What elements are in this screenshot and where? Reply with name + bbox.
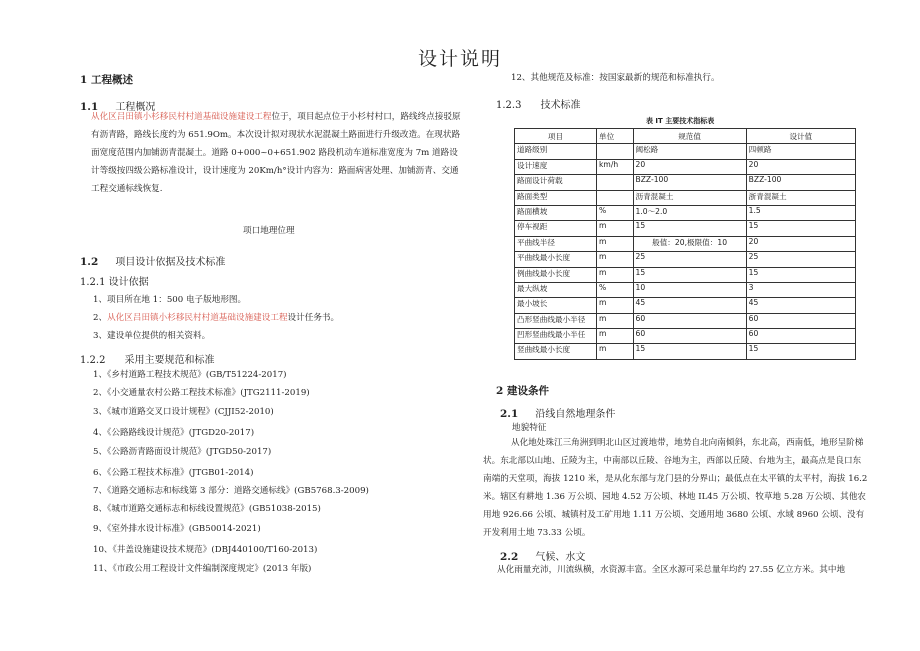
table-cell: m bbox=[597, 344, 633, 359]
basis-item-2 bbox=[93, 311, 339, 323]
table-cell: m bbox=[597, 221, 633, 236]
basis-item-2-number: 2、 bbox=[93, 313, 108, 323]
table-cell: 60 bbox=[746, 329, 855, 344]
table-cell: 浙青混凝土 bbox=[746, 190, 855, 205]
table-cell: 10 bbox=[633, 282, 746, 297]
section-1-2-2-title: 采用主要规范和标准 bbox=[124, 355, 215, 366]
table-cell: 平曲线半径 bbox=[515, 236, 597, 251]
table-cell: 15 bbox=[633, 344, 746, 359]
standard-item-5: 5、《公路沥青路面设计规范》(JTGD50-2017) bbox=[93, 447, 272, 457]
table-cell: 沥青混凝土 bbox=[633, 190, 746, 205]
section-1-2-title: 项目设计依据及技术标准 bbox=[115, 257, 226, 268]
section-1-2-3-heading bbox=[496, 93, 581, 112]
table-cell: 最大纵坡 bbox=[515, 282, 597, 297]
section-1-1-number: 1.1 bbox=[80, 101, 99, 113]
table-cell: 设计速度 bbox=[515, 159, 597, 174]
table-cell: 3 bbox=[746, 282, 855, 297]
table-cell: 例曲线最小长度 bbox=[515, 267, 597, 282]
standard-item-9: 9、《室外排水设计标准》(GB50014-2021) bbox=[93, 524, 261, 534]
table-cell: 20 bbox=[633, 159, 746, 174]
terrain-paragraph: 从化地处珠江三角洲到明北山区过渡地带，地势自北向南倾斜，东北高，西南低，地形呈阶梯状。东北部以山地、丘陵为主，中南部以丘陵、谷地为主，西部以丘陵、台地为主，最高点是良口东南端的天堂项，海拔 1210 米，是从化东部与龙门县的分界山；最低点在太平镇的太平村，海拔 16.2 米。辖区有耕地 1.36 万公顷、园地 4.52 万公顷、林地 IL45 万公顷、牧草地 5.28 万公顷、其他农用地 926.66 公顷、城镇村及工矿用地 1.11 万公顷、交通用地 3680 公顷、水域 8960 公顷、没有开发利用土地 73.33 公顷。 bbox=[483, 438, 868, 538]
table-cell: 路面设计荷载 bbox=[515, 175, 597, 190]
table-header-cell: 单位 bbox=[597, 129, 633, 144]
table-cell: 45 bbox=[746, 298, 855, 313]
table-row bbox=[515, 313, 856, 328]
table-cell: 竖曲线最小长度 bbox=[515, 344, 597, 359]
table-cell: % bbox=[597, 282, 633, 297]
table-cell: 15 bbox=[633, 267, 746, 282]
table-header-cell: 项目 bbox=[515, 129, 597, 144]
table-cell: m bbox=[597, 329, 633, 344]
table-row bbox=[515, 298, 856, 313]
project-overview-paragraph bbox=[91, 108, 466, 198]
table-cell: BZZ-100 bbox=[633, 175, 746, 190]
table-cell: 最小坡长 bbox=[515, 298, 597, 313]
section-2-2-title: 气候、水文 bbox=[535, 552, 586, 563]
table-cell: 1.0～2.0 bbox=[633, 205, 746, 220]
table-cell: 路面横坡 bbox=[515, 205, 597, 220]
standard-item-7: 7、《道路交通标志和标线第 3 部分：道路交通标线》(GB5768.3-2009) bbox=[93, 486, 369, 496]
table-header-cell: 规范值 bbox=[633, 129, 746, 144]
map-caption: 项口地理位理 bbox=[243, 226, 295, 236]
table-cell: 15 bbox=[746, 221, 855, 236]
table-cell: m bbox=[597, 313, 633, 328]
table-caption: 表 IT 主要技术指标表 bbox=[646, 117, 715, 125]
standard-item-2: 2、《小交通量农村公路工程技术标准》(JTG2111-2019) bbox=[93, 388, 310, 398]
table-cell bbox=[597, 175, 633, 190]
table-row bbox=[515, 329, 856, 344]
section-1-2-2-number: 1.2.2 bbox=[80, 355, 106, 366]
section-1-2-heading bbox=[80, 250, 225, 269]
table-cell: 阈松路 bbox=[633, 144, 746, 159]
section-1-2-3-number: 1.2.3 bbox=[496, 100, 522, 111]
section-2-1-title: 沿线自然地理条件 bbox=[535, 409, 616, 420]
table-cell: 20 bbox=[746, 236, 855, 251]
standard-item-4: 4、《公路路线设计规范》(JTGD20-2017) bbox=[93, 428, 255, 438]
section-2-title: 2 建设条件 bbox=[496, 385, 549, 397]
table-header-row bbox=[515, 129, 856, 144]
climate-paragraph: 从化雨量充沛，川流纵横，水资源丰富。全区水源可采总量年均约 27.55 亿立方米。其中地 bbox=[497, 565, 846, 575]
table-cell: m bbox=[597, 252, 633, 267]
document-title: 设计说明 bbox=[417, 48, 502, 70]
section-2-1-number: 2.1 bbox=[500, 408, 519, 420]
table-row bbox=[515, 190, 856, 205]
table-cell: 凸形竖曲线最小半径 bbox=[515, 313, 597, 328]
table-cell: 凹形竖曲线最小半任 bbox=[515, 329, 597, 344]
table-cell: % bbox=[597, 205, 633, 220]
basis-item-1: 1、项目所在地 1：500 电子版地形图。 bbox=[93, 295, 247, 305]
table-row bbox=[515, 175, 856, 190]
table-cell: 般值：20,极限值：10 bbox=[633, 236, 746, 251]
standard-item-11: 11、《市政公用工程设计文件编制深度规定》(2013 年版) bbox=[93, 564, 312, 574]
standard-item-3: 3、《城市道路交叉口设计规程》(CJJI52-2010) bbox=[93, 407, 274, 417]
table-cell: 停车视距 bbox=[515, 221, 597, 236]
project-name-highlight: 从化区吕田镇小杉移民村村道基础设施建设工程 bbox=[91, 112, 272, 122]
section-1-2-1-title: 1.2.1 设计依据 bbox=[80, 277, 149, 288]
table-row bbox=[515, 252, 856, 267]
table-cell: km/h bbox=[597, 159, 633, 174]
table-row bbox=[515, 205, 856, 220]
table-cell: 60 bbox=[633, 329, 746, 344]
table-cell: 道路级别 bbox=[515, 144, 597, 159]
table-cell: 15 bbox=[633, 221, 746, 236]
table-cell: 平曲线最小长度 bbox=[515, 252, 597, 267]
table-row bbox=[515, 144, 856, 159]
standard-item-8: 8、《城市道路交通标志和标线设置规范》(GB51038-2015) bbox=[93, 504, 321, 514]
basis-item-3: 3、建设单位提供的相关资料。 bbox=[93, 331, 211, 341]
table-row bbox=[515, 221, 856, 236]
standard-item-6: 6、《公路工程技术标准》(JTGB01-2014) bbox=[93, 468, 254, 478]
table-cell: m bbox=[597, 267, 633, 282]
standard-item-10: 10、《井盖设施建设技术规范》(DBJ440100/T160-2013) bbox=[93, 545, 318, 555]
project-overview-text: 位于，项目起点位于小杉村村口，路线终点接驳原有沥青路，路线长度约为 651.9Om。本次设计拟对现状水泥混凝土路面进行升级改造。在现状路面宽度范围内加铺沥青混凝土。道路 0+000~0+651.902 路段机动车道标准宽度为 7m 道路设计等级按四级公路标准设计，设计速度为 20Km/h°设计内容为：路面病害处理、加铺沥青、交通工程交通标线恢复. bbox=[91, 112, 461, 194]
table-cell: 四顿路 bbox=[746, 144, 855, 159]
table-header-cell: 设计值 bbox=[746, 129, 855, 144]
section-1-2-number: 1.2 bbox=[80, 256, 99, 268]
section-1-2-3-title: 技术标准 bbox=[540, 100, 581, 111]
table-cell: 45 bbox=[633, 298, 746, 313]
table-cell: 60 bbox=[746, 313, 855, 328]
table-row bbox=[515, 236, 856, 251]
table-cell: 15 bbox=[746, 344, 855, 359]
table-row bbox=[515, 344, 856, 359]
standard-item-12: 12、其他规范及标准：按国家最新的规范和标准执行。 bbox=[511, 73, 720, 83]
table-cell: 1.5 bbox=[746, 205, 855, 220]
basis-item-2-suffix: 设计任务书。 bbox=[287, 313, 340, 323]
table-cell: 15 bbox=[746, 267, 855, 282]
section-2-1-heading bbox=[500, 402, 615, 421]
table-cell: 路面类型 bbox=[515, 190, 597, 205]
table-row bbox=[515, 282, 856, 297]
table-cell bbox=[597, 144, 633, 159]
table-cell: BZZ-100 bbox=[746, 175, 855, 190]
standard-item-1: 1、《乡村道路工程技术规范》(GB/T51224-2017) bbox=[93, 370, 287, 380]
table-row bbox=[515, 159, 856, 174]
table-row bbox=[515, 267, 856, 282]
section-2-2-heading bbox=[500, 545, 585, 564]
basis-item-2-project-name: 从化区吕田镇小杉移民村村道基础设施建设工程 bbox=[107, 313, 288, 323]
section-1-title: 1 工程概述 bbox=[80, 74, 133, 86]
table-cell: 25 bbox=[746, 252, 855, 267]
terrain-label: 地貌特征 bbox=[512, 423, 547, 433]
table-cell bbox=[597, 190, 633, 205]
table-cell: 25 bbox=[633, 252, 746, 267]
technical-indicator-table bbox=[514, 128, 856, 360]
table-cell: 20 bbox=[746, 159, 855, 174]
section-1-1-title: 工程概况 bbox=[115, 102, 156, 113]
table-cell: m bbox=[597, 298, 633, 313]
section-1-2-2-heading bbox=[80, 348, 215, 367]
table-cell: m bbox=[597, 236, 633, 251]
section-2-2-number: 2.2 bbox=[500, 551, 519, 563]
table-cell: 60 bbox=[633, 313, 746, 328]
